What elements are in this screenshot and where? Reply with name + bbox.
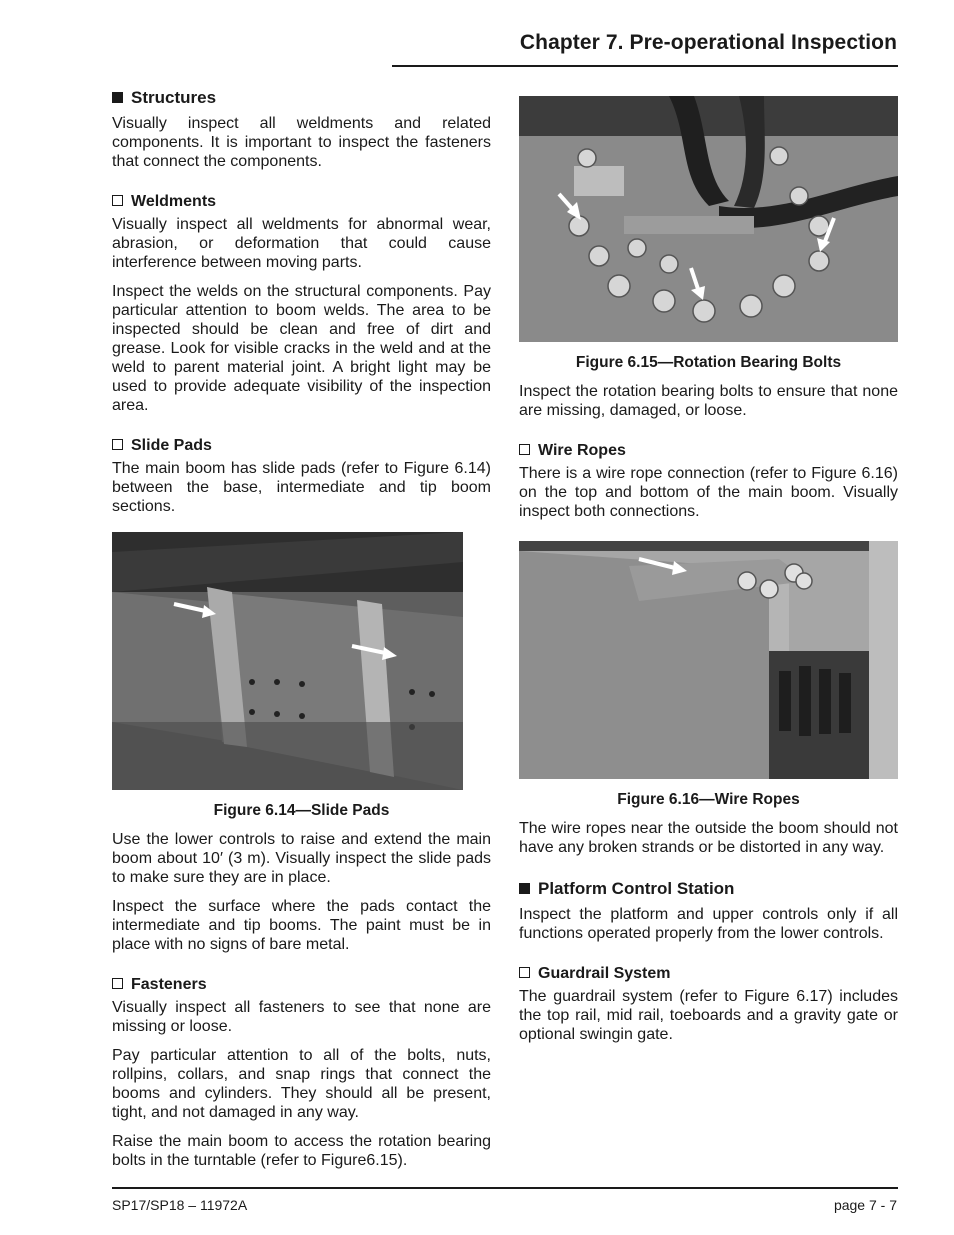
platform-control-heading: Platform Control Station	[519, 879, 898, 899]
right-column	[519, 96, 898, 1054]
slide-pads-paragraph-2: Use the lower controls to raise and extend the main boom about 10′ (3 m). Visually inspect the slide pads to make sure they are in place.	[112, 831, 491, 886]
structures-heading: Structures	[112, 88, 491, 108]
wire-ropes-paragraph-2: The wire ropes near the outside the boom should not have any broken strands or be distorted in any way.	[519, 820, 898, 856]
wire-ropes-heading: Wire Ropes	[519, 442, 898, 460]
fasteners-paragraph-2: Pay particular attention to all of the bolts, nuts, rollpins, collars, and snap rings that connect the booms and cylinders. They should all be present, tight, and not damaged in any way.	[112, 1047, 491, 1121]
footer-rule	[112, 1187, 898, 1189]
fasteners-heading: Fasteners	[112, 976, 491, 994]
figure-6-16-caption: Figure 6.16—Wire Ropes	[617, 791, 800, 808]
checkbox-square-icon	[519, 444, 530, 455]
slide-pads-text: The main boom has slide pads (refer to Figure 6.14) between the base, intermediate and tip boom sections.	[112, 460, 491, 515]
filled-square-icon	[519, 883, 530, 894]
figure-6-16-photo	[519, 541, 898, 779]
figure-6-15-photo	[519, 96, 898, 342]
footer-model: SP17/SP18 – 11972A	[112, 1197, 248, 1213]
slide-pads-heading: Slide Pads	[112, 437, 491, 455]
chapter-title: Chapter 7. Pre-operational Inspection	[519, 31, 897, 54]
fasteners-paragraph-1: Visually inspect all fasteners to see that none are missing or loose.	[112, 999, 491, 1035]
header-rule	[392, 65, 898, 67]
weldments-paragraph-1: Visually inspect all weldments for abnormal wear, abrasion, or deformation that could cause interference between moving parts.	[112, 216, 491, 271]
checkbox-square-icon	[112, 439, 123, 450]
checkbox-square-icon	[519, 967, 530, 978]
guardrail-text: The guardrail system (refer to Figure 6.17) includes the top rail, mid rail, toeboards and a gravity gate or optional swingin gate.	[519, 988, 898, 1043]
rotation-bearing-text: Inspect the rotation bearing bolts to ensure that none are missing, damaged, or loose.	[519, 383, 898, 419]
filled-square-icon	[112, 92, 123, 103]
checkbox-square-icon	[112, 978, 123, 989]
figure-6-14-photo	[112, 532, 463, 790]
wire-ropes-text: There is a wire rope connection (refer to Figure 6.16) on the top and bottom of the main boom. Visually inspect both connections.	[519, 465, 898, 520]
checkbox-square-icon	[112, 195, 123, 206]
figure-6-14-caption: Figure 6.14—Slide Pads	[213, 802, 390, 819]
guardrail-heading: Guardrail System	[519, 965, 898, 983]
footer-page-number: page 7 - 7	[833, 1197, 897, 1213]
platform-control-text: Inspect the platform and upper controls only if all functions operated properly from the lower controls.	[519, 906, 898, 942]
structures-text: Visually inspect all weldments and related components. It is important to inspect the fasteners that connect the components.	[112, 115, 491, 170]
left-column	[112, 88, 491, 1180]
slide-pads-paragraph-3: Inspect the surface where the pads contact the intermediate and tip booms. The paint must be in place with no signs of bare metal.	[112, 898, 491, 953]
weldments-heading: Weldments	[112, 193, 491, 211]
fasteners-paragraph-3: Raise the main boom to access the rotation bearing bolts in the turntable (refer to Figure6.15).	[112, 1133, 491, 1169]
figure-6-15-caption: Figure 6.15—Rotation Bearing Bolts	[575, 354, 842, 371]
weldments-paragraph-2: Inspect the welds on the structural components. Pay particular attention to boom welds. The area to be inspected should be clean and free of dirt and grease. Look for visible cracks in the weld and at the weld to parent material joint. A bright light may be used to provide adequate visibility of the inspection area.	[112, 283, 491, 414]
